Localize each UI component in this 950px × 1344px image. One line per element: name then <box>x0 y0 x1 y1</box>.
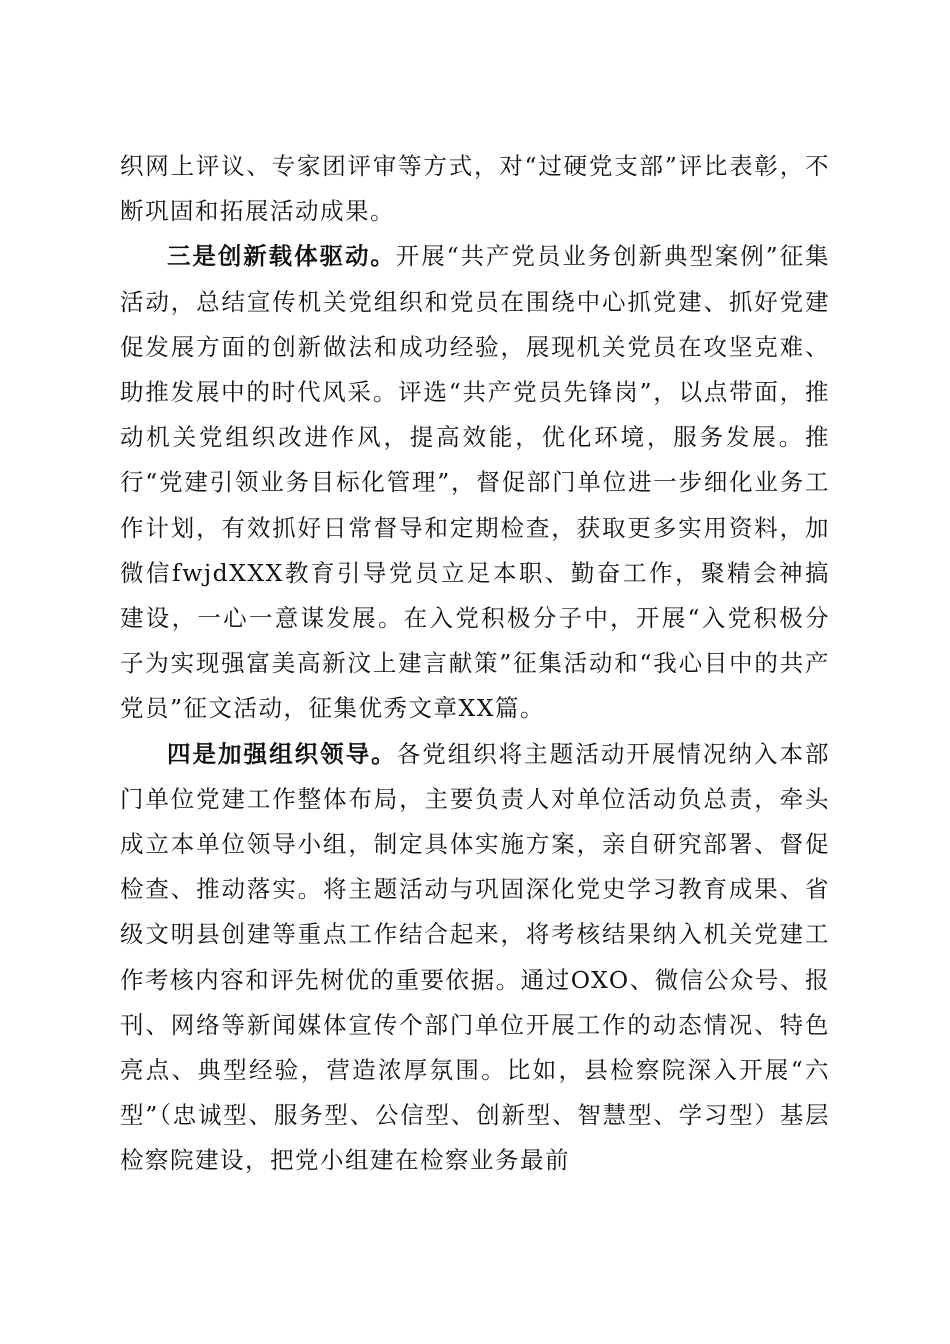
paragraph-text: 织网上评议、专家团评审等方式，对“过硬党支部”评比表彰，不断巩固和拓展活动成果。 <box>120 152 830 226</box>
paragraph-innovation <box>120 234 830 731</box>
paragraph-lead: 三是创新载体驱动。 <box>167 242 396 271</box>
paragraph-text: 开展“共产党员业务创新典型案例”征集活动，总结宣传机关党组织和党员在围绕中心抓党建、抓好党建促发展方面的创新做法和成功经验，展现机关党员在攻坚克难、助推发展中的时代风采。评选“共产党员先锋岗”，以点带面，推动机关党组织改进作风，提高效能，优化环境，服务发展。推行“党建引领业务目标化管理”，督促部门单位进一步细化业务工作计划，有效抓好日常督导和定期检查，获取更多实用资料，加微信fwjdXXX教育引导党员立足本职、勤奋工作，聚精会神搞建设，一心一意谋发展。在入党积极分子中，开展“入党积极分子为实现强富美高新汶上建言献策”征集活动和“我心目中的共产党员”征文活动，征集优秀文章XX篇。 <box>120 242 830 723</box>
paragraph-continuation <box>120 144 830 234</box>
paragraph-text: 各党组织将主题活动开展情况纳入本部门单位党建工作整体布局，主要负责人对单位活动负总责，牵头成立本单位领导小组，制定具体实施方案，亲自研究部署、督促检查、推动落实。将主题活动与巩固深化党史学习教育成果、省级文明县创建等重点工作结合起来，将考核结果纳入机关党建工作考核内容和评先树优的重要依据。通过OXO、微信公众号、报刊、网络等新闻媒体宣传个部门单位开展工作的动态情况、特色亮点、典型经验，营造浓厚氛围。比如，县检察院深入开展“六型”（忠诚型、服务型、公信型、创新型、智慧型、学习型）基层检察院建设，把党小组建在检察业务最前 <box>120 739 831 1175</box>
paragraph-lead: 四是加强组织领导。 <box>167 739 397 768</box>
paragraph-leadership <box>120 732 830 1184</box>
document-body <box>120 144 830 1184</box>
